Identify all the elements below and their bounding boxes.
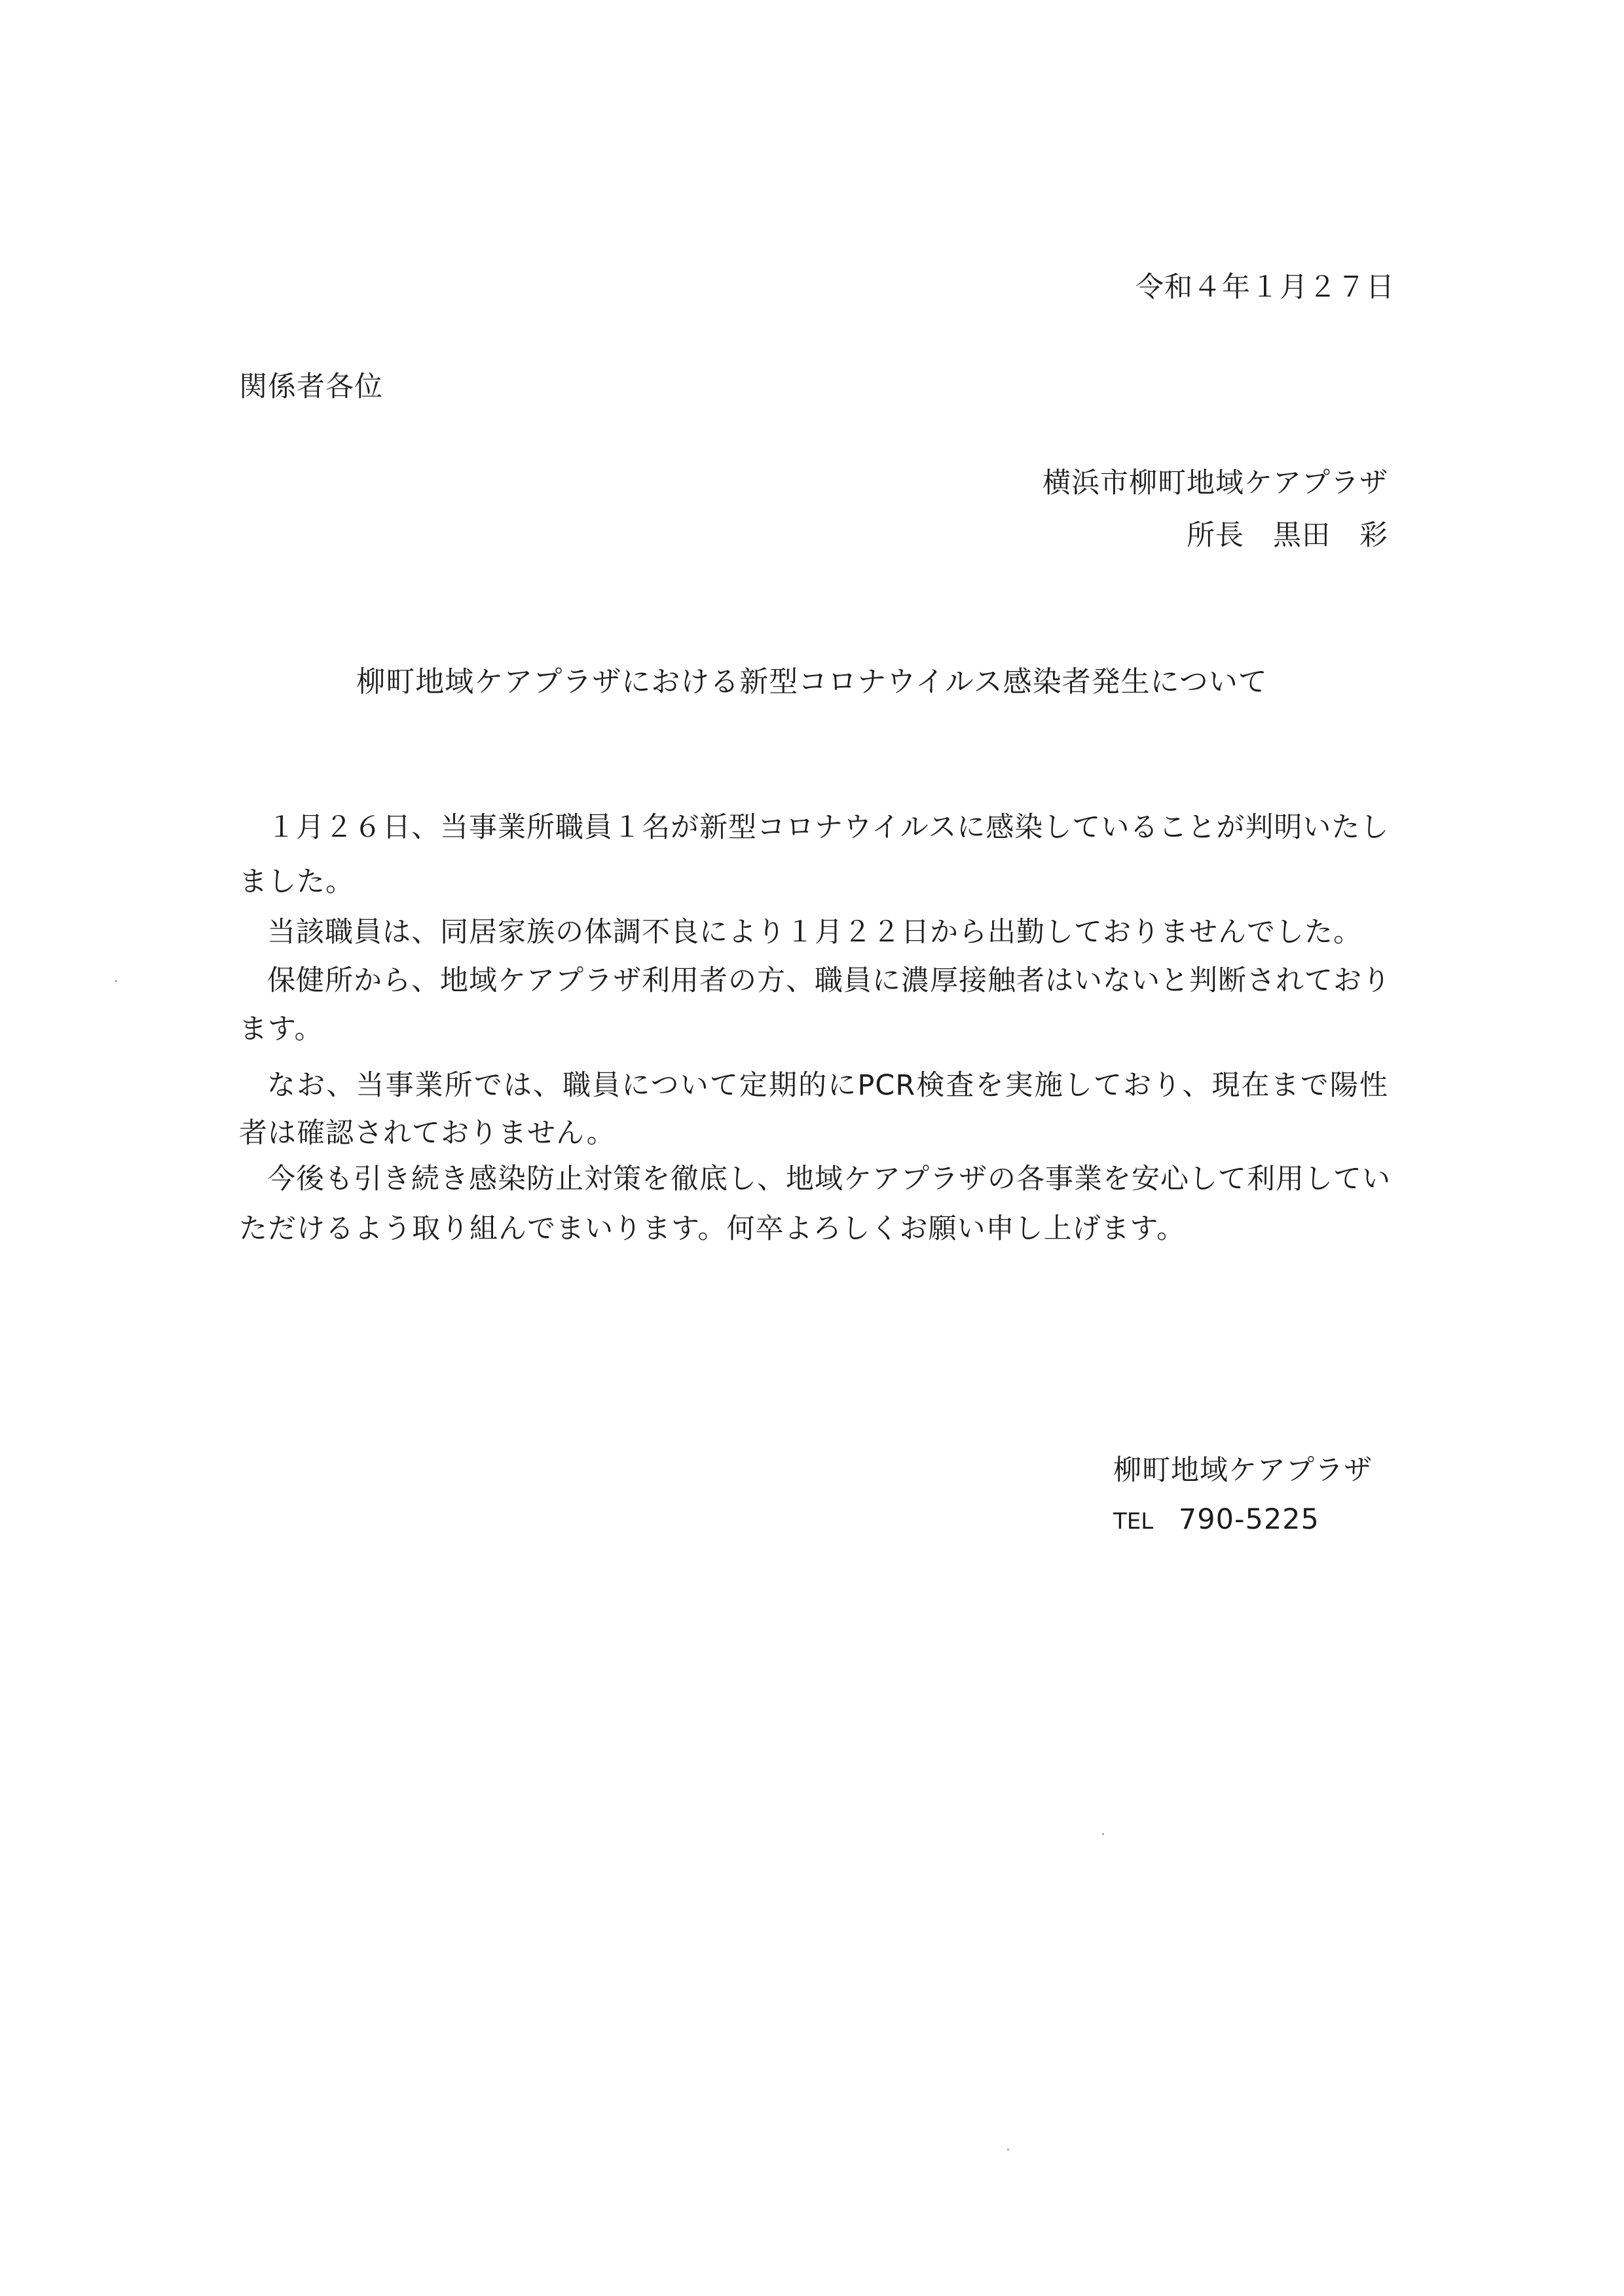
body-paragraph-5-line-2: ただけるよう取り組んでまいります。何卒よろしくお願い申し上げます。 [239,1212,1186,1245]
body-paragraph-1-line-1: １月２６日、当事業所職員１名が新型コロナウイルスに感染していることが判明いたし [267,811,1390,844]
body-paragraph-1-line-2: ました。 [239,866,354,898]
scan-speck [115,980,117,982]
body-paragraph-4-line-1: なお、当事業所では、職員について定期的にPCR検査を実施しており、現在まで陽性 [267,1069,1388,1102]
document-date: 令和４年１月２７日 [1135,271,1395,304]
telephone-label: TEL [1113,1508,1154,1535]
scan-speck [1007,2149,1009,2151]
body-paragraph-4-line-2: 者は確認されておりません。 [239,1117,616,1150]
document-title: 柳町地域ケアプラザにおける新型コロナウイルス感染者発生について [356,665,1268,699]
body-paragraph-3-line-1: 保健所から、地域ケアプラザ利用者の方、職員に濃厚接触者はいないと判断されており [267,964,1391,997]
sender-person: 所長 黒田 彩 [1187,519,1388,552]
scan-speck [1102,1833,1104,1835]
recipient-line: 関係者各位 [239,371,383,403]
sender-organization: 横浜市柳町地域ケアプラザ [1043,467,1388,500]
body-paragraph-2: 当該職員は、同居家族の体調不良により１月２２日から出勤しておりませんでした。 [267,916,1362,949]
footer-telephone [1113,1503,1320,1536]
body-paragraph-3-line-2: ます。 [239,1013,323,1046]
telephone-number: 790-5225 [1178,1503,1320,1536]
footer-organization: 柳町地域ケアプラザ [1113,1454,1373,1487]
body-paragraph-5-line-1: 今後も引き続き感染防止対策を徹底し、地域ケアプラザの各事業を安心して利用してい [267,1163,1391,1195]
